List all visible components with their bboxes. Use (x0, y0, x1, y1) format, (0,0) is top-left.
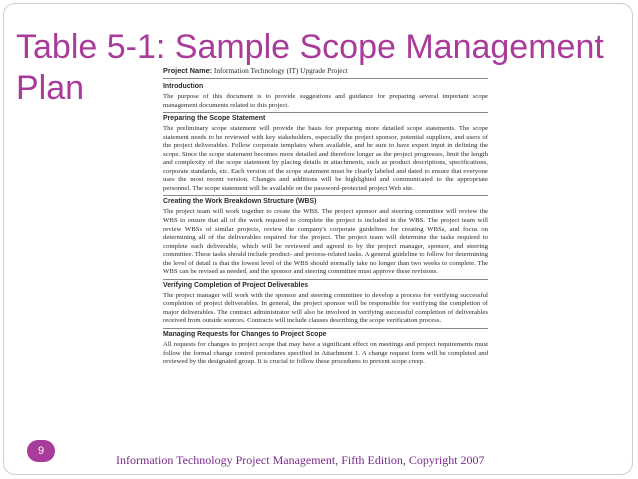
section-body: The purpose of this document is to provide suggestions and guidance for preparing several important scope management documents related to this project. (163, 93, 488, 109)
project-name-row (163, 66, 488, 79)
section-heading: Verifying Completion of Project Deliverables (163, 279, 488, 292)
section-creating-wbs (163, 195, 488, 276)
slide-title: Table 5-1: Sample Scope Management Plan (16, 28, 604, 107)
scope-plan-table (163, 66, 488, 367)
footer-text: Information Technology Project Management, Fifth Edition, Copyright 2007 (116, 453, 485, 467)
section-introduction (163, 81, 488, 110)
section-body: The project manager will work with the sponsor and steering committee to develop a process for verifying successful completion of project deliverables. In general, the project sponsor will be responsible for verifying the completion of major deliverables. The contract administrator will also be involved in verifying successful completion of deliverables received from outside sources. Contracts will include clauses describing the scope verification process. (163, 291, 488, 325)
project-name-value: Information Technology (IT) Upgrade Project (212, 66, 348, 75)
section-heading: Managing Requests for Changes to Project Scope (163, 328, 488, 341)
project-name-label: Project Name: (163, 66, 213, 75)
section-heading: Preparing the Scope Statement (163, 112, 488, 125)
section-heading: Introduction (163, 83, 204, 90)
slide-number-badge: 9 (27, 440, 55, 462)
section-body: The preliminary scope statement will provide the basis for preparing more detailed scope statements. The scope statement needs to be reviewed with key stakeholders, especially the project sponsor, potential suppliers, and users of the project deliverables. Follow corporate templates when available, and be sure to have expert input in defining the scope. Since the scope statement becomes more detailed and therefore longer as the project progresses, limit the length and complexity of the scope statement by placing details in attachments, such as product descriptions, specifications, corporate standards, etc. Each version of the scope statement must be clearly labeled and dated to ensure that everyone uses the most recent version. Changes and additions will be highlighted and communicated to the appropriate personnel. The scope statement will be available on the password-protected project Web site. (163, 125, 488, 192)
section-preparing-scope-statement (163, 112, 488, 193)
section-body: The project team will work together to create the WBS. The project sponsor and steering committee will review the WBS to ensure that all of the work required to complete the project is included in the WBS. The project team will review WBSs of similar projects, review the company's corporate guidelines for creating WBSs, and focus on determining all of the deliverables required for the project. The project team will determine the tasks required to complete each deliverable, which will be reviewed and agreed to by the project manager, sponsor, and steering committee. These tasks should include product- and process-related tasks. A general guideline to follow for determining the level of detail is that the lowest level of the WBS should normally take no longer than two weeks to complete. The WBS can be revised as needed, and the sponsor and steering committee must approve these revisions. (163, 208, 488, 276)
section-verifying-deliverables (163, 279, 488, 326)
section-heading: Creating the Work Breakdown Structure (WBS) (163, 195, 488, 208)
section-managing-change-requests (163, 328, 488, 367)
section-body: All requests for changes to project scope that may have a significant effect on meetings and project requirements must follow the formal change control procedures specified in Attachment 1. A change request form will be completed and reviewed by the designated group. It is crucial to follow these procedures to prevent scope creep. (163, 341, 488, 366)
